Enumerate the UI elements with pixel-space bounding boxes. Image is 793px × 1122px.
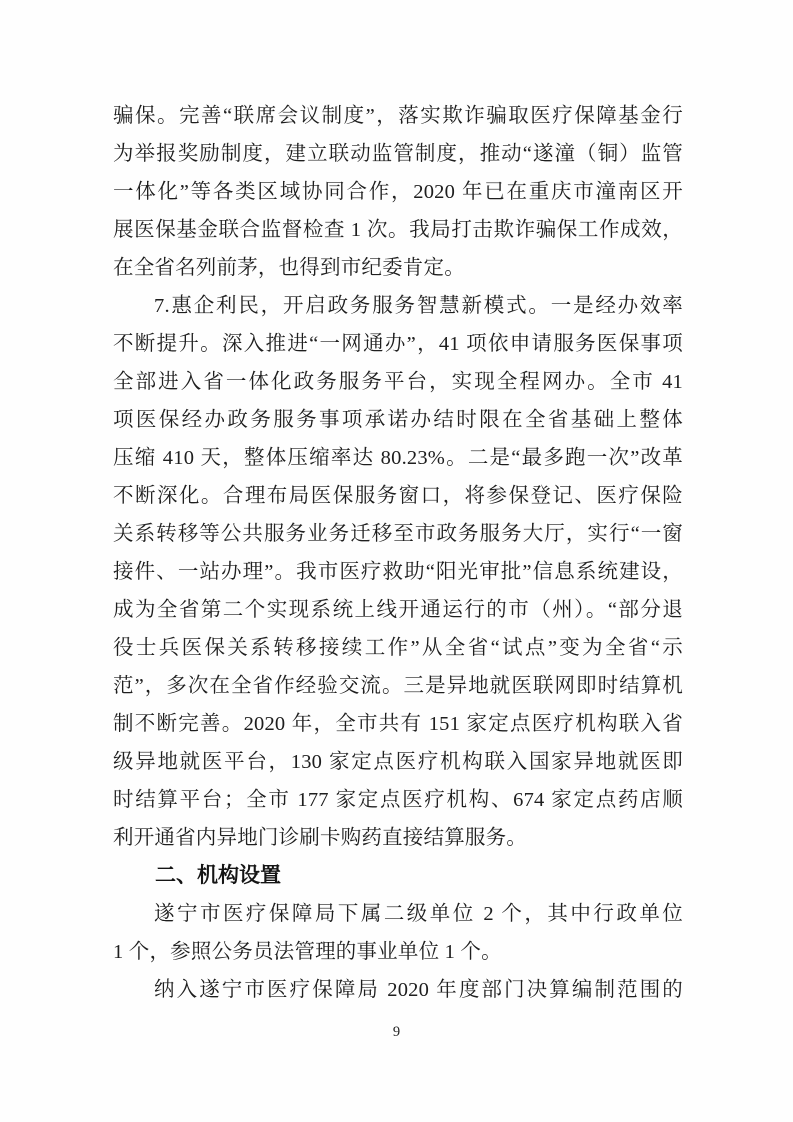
text-line: 7.惠企利民，开启政务服务智慧新模式。一是经办效率 bbox=[154, 295, 683, 317]
text-line: 为举报奖励制度，建立联动监管制度，推动“遂潼（铜）监管 bbox=[113, 143, 683, 165]
paragraph-budget-scope-start bbox=[113, 971, 683, 1009]
text-block bbox=[113, 97, 683, 1009]
text-line: 项医保经办政务服务事项承诺办结时限在全省基础上整体 bbox=[113, 409, 683, 431]
text-line: 利开通省内异地门诊刷卡购药直接结算服务。 bbox=[113, 827, 527, 849]
text-line: 范”，多次在全省作经验交流。三是异地就医联网即时结算机 bbox=[113, 675, 683, 697]
text-line: 压缩 410 天，整体压缩率达 80.23%。二是“最多跑一次”改革 bbox=[113, 447, 683, 469]
text-line: 展医保基金联合监督检查 1 次。我局打击欺诈骗保工作成效， bbox=[113, 219, 683, 241]
paragraph-item7-smart-services bbox=[113, 287, 683, 857]
text-line: 制不断完善。2020 年，全市共有 151 家定点医疗机构联入省 bbox=[113, 713, 683, 735]
text-line: 关系转移等公共服务业务迁移至市政务服务大厅，实行“一窗 bbox=[113, 523, 683, 545]
text-line: 级异地就医平台，130 家定点医疗机构联入国家异地就医即 bbox=[113, 751, 683, 773]
page-number: 9 bbox=[392, 1024, 401, 1040]
paragraph-fraud-control-continuation bbox=[113, 97, 683, 287]
text-line: 全部进入省一体化政务服务平台，实现全程网办。全市 41 bbox=[113, 371, 683, 393]
text-line: 骗保。完善“联席会议制度”，落实欺诈骗取医疗保障基金行 bbox=[113, 105, 683, 127]
text-line: 在全省名列前茅，也得到市纪委肯定。 bbox=[113, 257, 465, 279]
text-line: 不断深化。合理布局医保服务窗口，将参保登记、医疗保险 bbox=[113, 485, 683, 507]
section-heading-org-setup: 二、机构设置 bbox=[155, 864, 281, 887]
paragraph-subordinate-units bbox=[113, 895, 683, 971]
text-line: 纳入遂宁市医疗保障局 2020 年度部门决算编制范围的 bbox=[154, 979, 683, 1001]
text-line: 一体化”等各类区域协同合作，2020 年已在重庆市潼南区开 bbox=[113, 181, 683, 203]
text-line: 接件、一站办理”。我市医疗救助“阳光审批”信息系统建设， bbox=[113, 561, 683, 583]
text-line: 遂宁市医疗保障局下属二级单位 2 个，其中行政单位 bbox=[154, 903, 683, 925]
text-line: 役士兵医保关系转移接续工作”从全省“试点”变为全省“示 bbox=[113, 637, 683, 659]
text-line: 成为全省第二个实现系统上线开通运行的市（州）。“部分退 bbox=[113, 599, 683, 621]
text-line: 1 个，参照公务员法管理的事业单位 1 个。 bbox=[113, 941, 502, 963]
text-line: 不断提升。深入推进“一网通办”，41 项依申请服务医保事项 bbox=[113, 333, 683, 355]
text-line: 时结算平台；全市 177 家定点医疗机构、674 家定点药店顺 bbox=[113, 789, 683, 811]
